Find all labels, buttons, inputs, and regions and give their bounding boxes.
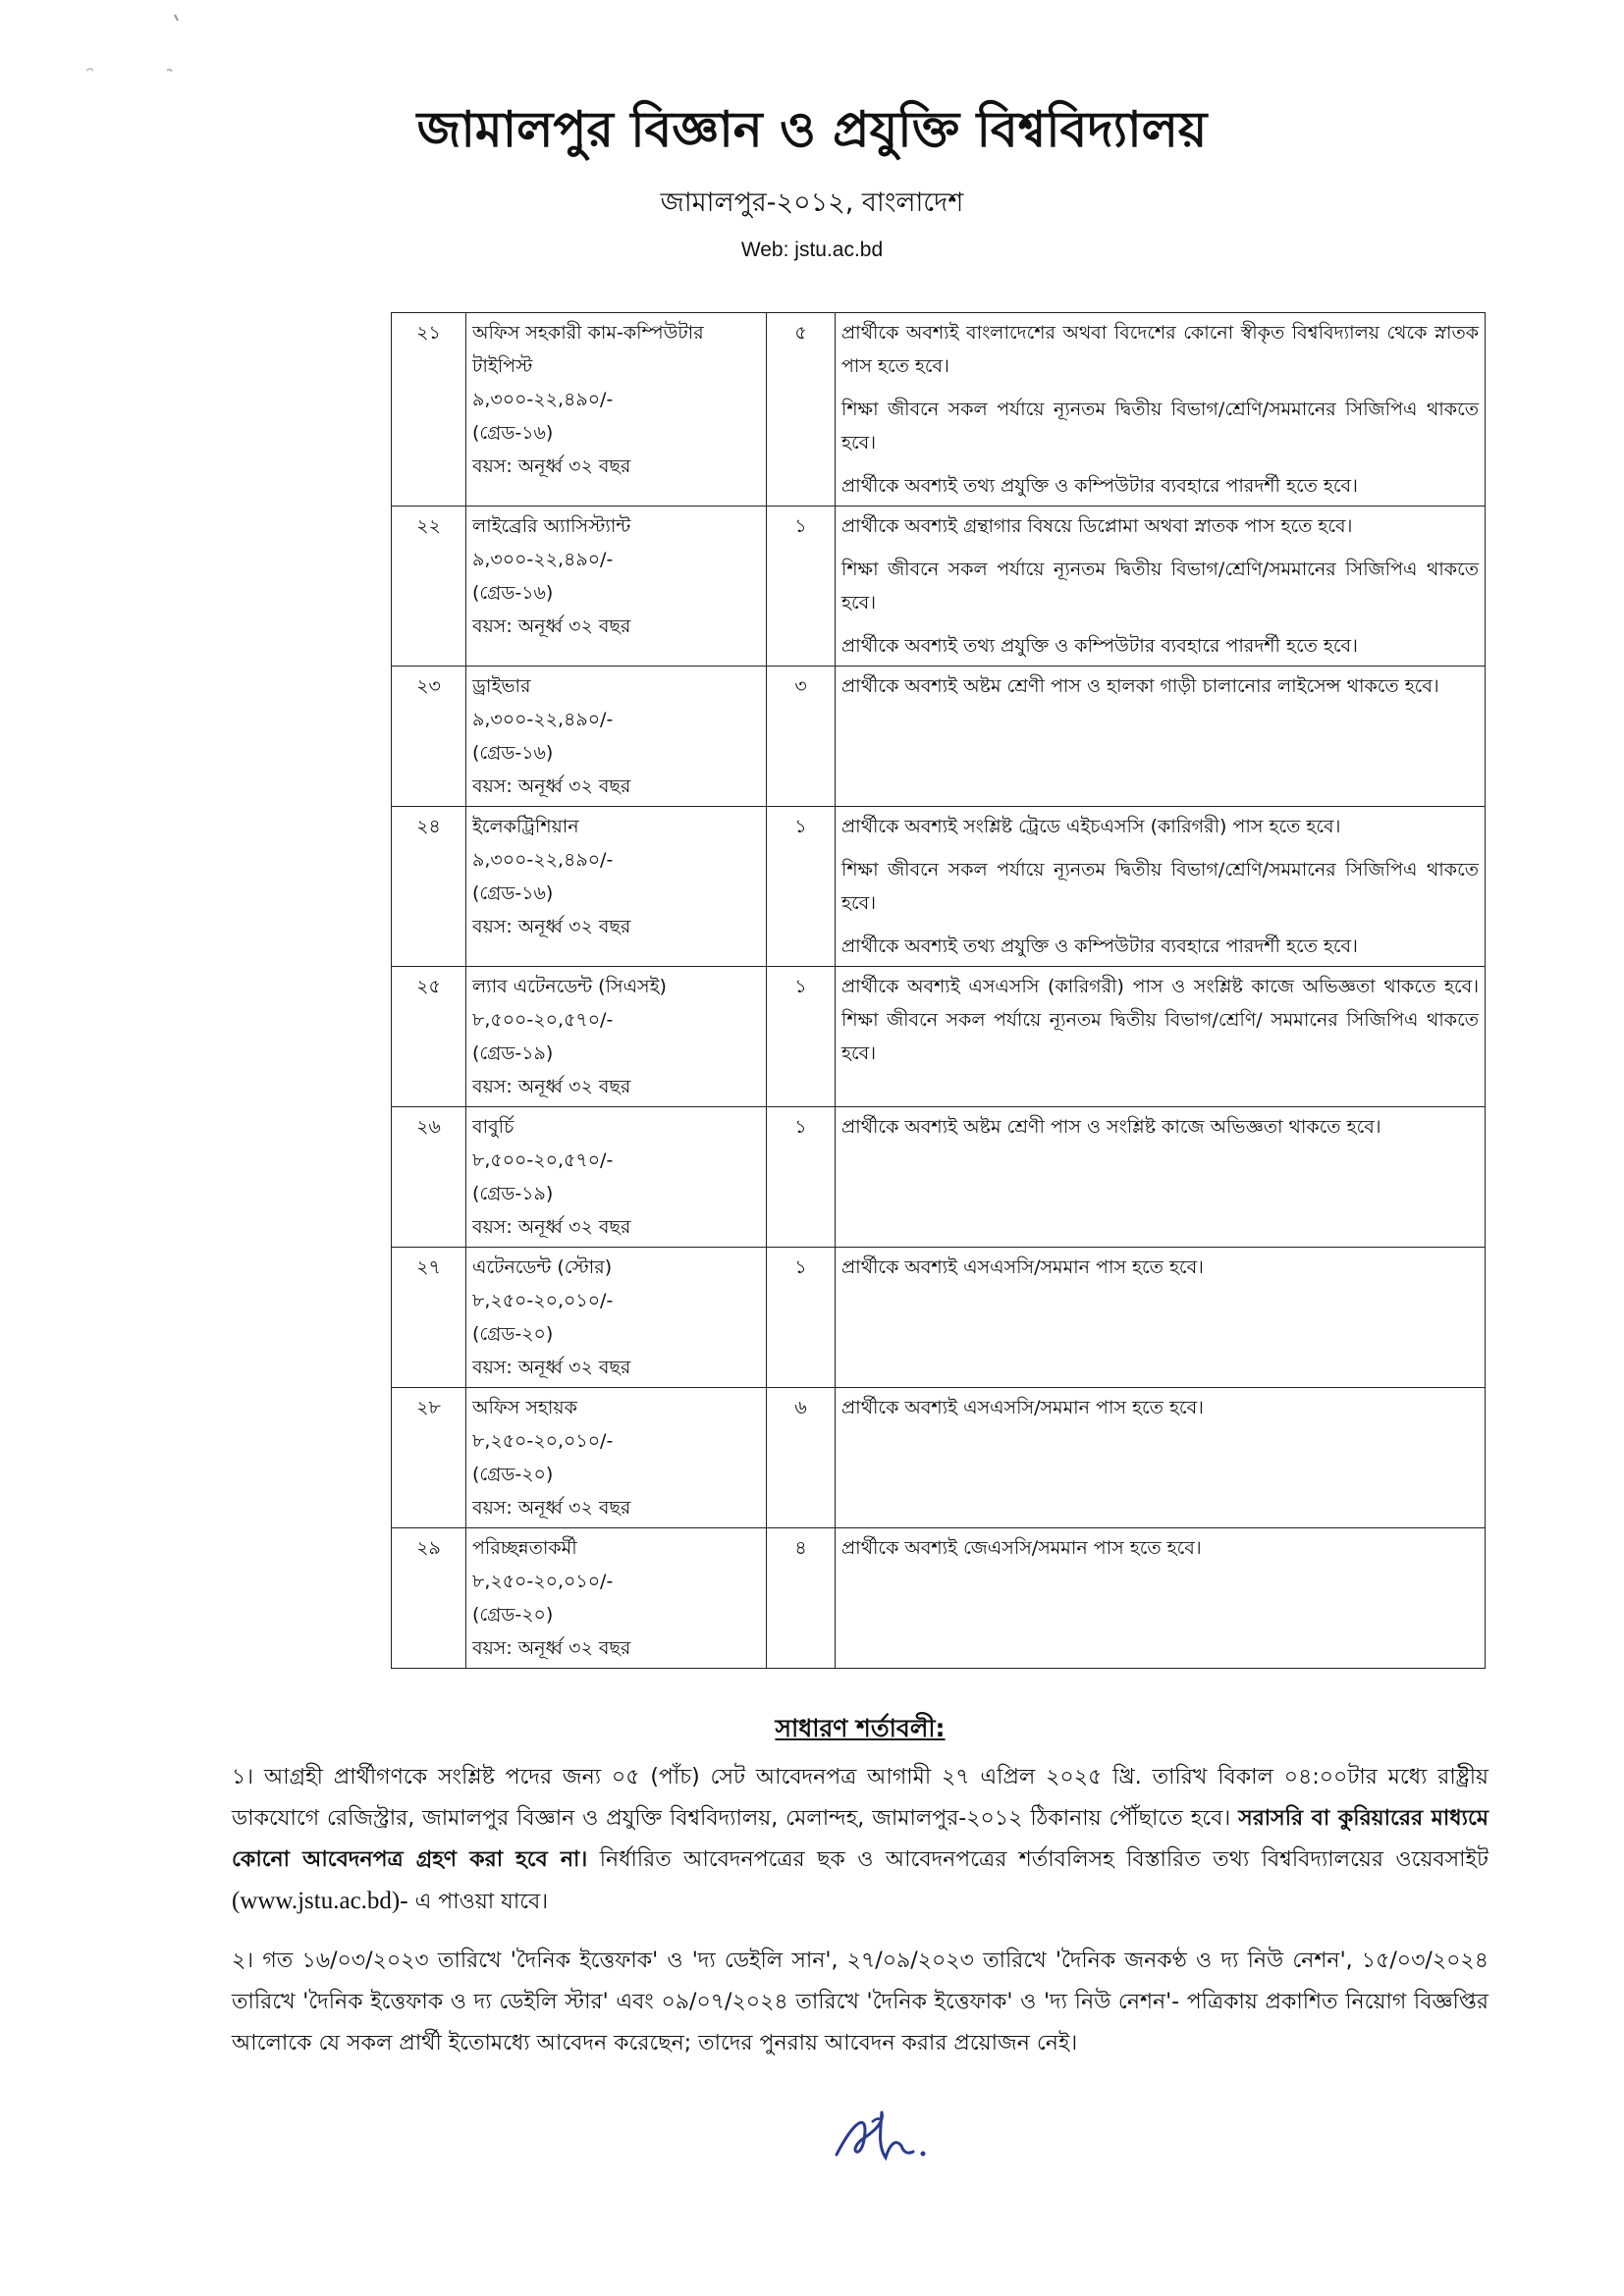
post-row [392, 313, 1486, 507]
requirement-item: প্রার্থীকে অবশ্যই এসএসসি (কারিগরী) পাস ও সংশ্লিষ্ট কাজে অভিজ্ঞতা থাকতে হবে। শিক্ষা জীবনে সকল পর্যায়ে ন্যূনতম দ্বিতীয় বিভাগ/শ্রেণি/ সমমানের সিজিপিএ থাকতে হবে। [841, 976, 1479, 1064]
post-serial: ২২ [392, 507, 466, 667]
post-grade: (গ্রেড-১৬) [472, 882, 554, 904]
post-title: অফিস সহকারী কাম-কম্পিউটার টাইপিস্ট [472, 322, 704, 377]
post-title: ইলেকট্রিশিয়ান [472, 816, 579, 837]
post-age-limit: বয়স: অনূর্ধ্ব ৩২ বছর [472, 1497, 631, 1519]
post-vacancy-count: ১ [767, 1248, 836, 1388]
post-row [392, 1528, 1486, 1669]
post-grade: (গ্রেড-১৬) [472, 582, 554, 604]
post-vacancy-count: ১ [767, 507, 836, 667]
post-requirements [836, 313, 1486, 507]
term-1-bold-notice: সরাসরি বা কুরিয়ারের মাধ্যমে কোনো আবেদনপত্র গ্রহণ করা হবে না। [232, 1806, 1489, 1872]
post-title: ড্রাইভার [472, 675, 531, 697]
post-details [466, 507, 767, 667]
post-row [392, 1388, 1486, 1528]
post-age-limit: বয়স: অনূর্ধ্ব ৩২ বছর [472, 916, 631, 937]
post-title: লাইব্রেরি অ্যাসিস্ট্যান্ট [472, 515, 631, 537]
post-serial: ২৮ [392, 1388, 466, 1528]
post-title: ল্যাব এটেনডেন্ট (সিএসই) [472, 976, 667, 997]
post-salary: ৮,৫০০-২০,৫৭০/- [472, 1009, 614, 1031]
requirement-item: প্রার্থীকে অবশ্যই এসএসসি/সমমান পাস হতে হবে। [841, 1397, 1204, 1418]
post-row [392, 1107, 1486, 1248]
post-age-limit: বয়স: অনূর্ধ্ব ৩২ বছর [472, 615, 631, 637]
university-name: জামালপুর বিজ্ঞান ও প্রযুক্তি বিশ্ববিদ্যালয় [416, 101, 1208, 158]
post-grade: (গ্রেড-২০) [472, 1323, 554, 1345]
post-age-limit: বয়স: অনূর্ধ্ব ৩২ বছর [472, 775, 631, 797]
term-1-text: ১। আগ্রহী প্রার্থীগণকে সংশ্লিষ্ট পদের জন্য ০৫ (পাঁচ) সেট আবেদনপত্র আগামী ২৭ এপ্রিল ২০২৫ খ্রি. তারিখ বিকাল ০৪:০০টার মধ্যে রাষ্ট্রীয় ডাকযোগে রেজিস্ট্রার, জামালপুর বিজ্ঞান ও প্রযুক্তি বিশ্ববিদ্যালয়, মেলান্দহ, জামালপুর-২০১২ ঠিকানায় পৌঁছাতে হবে। [232, 1765, 1489, 1831]
post-row [392, 507, 1486, 667]
post-serial: ২৬ [392, 1107, 466, 1248]
post-details [466, 667, 767, 807]
terms-heading: সাধারণ শর্তাবলী: [775, 1714, 946, 1742]
post-vacancy-count: ৪ [767, 1528, 836, 1669]
requirement-item: প্রার্থীকে অবশ্যই অষ্টম শ্রেণী পাস ও হালকা গাড়ী চালানোর লাইসেন্স থাকতে হবে। [841, 675, 1439, 697]
post-salary: ৯,৩০০-২২,৪৯০/- [472, 389, 614, 410]
post-vacancy-count: ১ [767, 967, 836, 1107]
post-serial: ২৯ [392, 1528, 466, 1669]
post-vacancy-count: ১ [767, 807, 836, 967]
requirement-item: প্রার্থীকে অবশ্যই এসএসসি/সমমান পাস হতে হবে। [841, 1256, 1204, 1278]
post-details [466, 1107, 767, 1248]
term-1-text-3: এ পাওয়া যাবে। [414, 1890, 549, 1914]
requirement-item: প্রার্থীকে অবশ্যই গ্রন্থাগার বিষয়ে ডিপ্লোমা অথবা স্নাতক পাস হতে হবে। [841, 515, 1353, 537]
post-serial: ২৭ [392, 1248, 466, 1388]
signature-icon [825, 2101, 933, 2169]
requirement-item: শিক্ষা জীবনে সকল পর্যায়ে ন্যূনতম দ্বিতীয় বিভাগ/শ্রেণি/সমমানের সিজিপিএ থাকতে হবে। [841, 859, 1479, 914]
post-grade: (গ্রেড-১৬) [472, 422, 554, 444]
post-details [466, 1388, 767, 1528]
post-vacancy-count: ৩ [767, 667, 836, 807]
post-serial: ২১ [392, 313, 466, 507]
post-salary: ৮,২৫০-২০,০১০/- [472, 1571, 614, 1592]
requirement-item: প্রার্থীকে অবশ্যই অষ্টম শ্রেণী পাস ও সংশ্লিষ্ট কাজে অভিজ্ঞতা থাকতে হবে। [841, 1116, 1381, 1138]
requirement-item: প্রার্থীকে অবশ্যই বাংলাদেশের অথবা বিদেশের কোনো স্বীকৃত বিশ্ববিদ্যালয় থেকে স্নাতক পাস হতে হবে। [841, 322, 1479, 377]
requirement-item: প্রার্থীকে অবশ্যই তথ্য প্রযুক্তি ও কম্পিউটার ব্যবহারে পারদর্শী হতে হবে। [841, 475, 1358, 497]
term-2: ২। গত ১৬/০৩/২০২৩ তারিখে 'দৈনিক ইত্তেফাক' ও 'দ্য ডেইলি সান', ২৭/০৯/২০২৩ তারিখে 'দৈনিক জনকণ্ঠ ও দ্য নিউ নেশন', ১৫/০৩/২০২৪ তারিখে 'দৈনিক ইত্তেফাক ও দ্য ডেইলি স্টার' এবং ০৯/০৭/২০২৪ তারিখে 'দৈনিক ইত্তেফাক' ও 'দ্য নিউ নেশন'- পত্রিকায় প্রকাশিত নিয়োগ বিজ্ঞপ্তির আলোকে যে সকল প্রার্থী ইতোমধ্যে আবেদন করেছেন; তাদের পুনরায় আবেদন করার প্রয়োজন নেই। [232, 1949, 1489, 2056]
post-title: বাবুর্চি [472, 1116, 514, 1138]
post-vacancy-count: ১ [767, 1107, 836, 1248]
requirement-item: শিক্ষা জীবনে সকল পর্যায়ে ন্যূনতম দ্বিতীয় বিভাগ/শ্রেণি/সমমানের সিজিপিএ থাকতে হবে। [841, 559, 1479, 614]
post-title: পরিচ্ছন্নতাকর্মী [472, 1537, 577, 1559]
requirement-item: প্রার্থীকে অবশ্যই সংশ্লিষ্ট ট্রেডে এইচএসসি (কারিগরী) পাস হতে হবে। [841, 816, 1341, 837]
university-website: Web: jstu.ac.bd [740, 239, 884, 261]
post-requirements [836, 1107, 1486, 1248]
post-details [466, 1248, 767, 1388]
term-1-text-2: নির্ধারিত আবেদনপত্রের ছক ও আবেদনপত্রের শর্তাবলিসহ বিস্তারিত তথ্য বিশ্ববিদ্যালয়ের ওয়েবসাইট [599, 1847, 1489, 1872]
post-title: অফিস সহায়ক [472, 1397, 577, 1418]
post-row [392, 807, 1486, 967]
post-grade: (গ্রেড-২০) [472, 1604, 554, 1626]
requirement-item: প্রার্থীকে অবশ্যই জেএসসি/সমমান পাস হতে হবে। [841, 1537, 1202, 1559]
scan-speck-marks [79, 10, 196, 88]
post-salary: ৯,৩০০-২২,৪৯০/- [472, 549, 614, 570]
post-vacancy-count: ৬ [767, 1388, 836, 1528]
term-1-website-link[interactable]: (www.jstu.ac.bd)- [232, 1888, 408, 1914]
post-title: এটেনডেন্ট (স্টোর) [472, 1256, 613, 1278]
requirement-item: প্রার্থীকে অবশ্যই তথ্য প্রযুক্তি ও কম্পিউটার ব্যবহারে পারদর্শী হতে হবে। [841, 635, 1358, 657]
requirement-item: শিক্ষা জীবনে সকল পর্যায়ে ন্যূনতম দ্বিতীয় বিভাগ/শ্রেণি/সমমানের সিজিপিএ থাকতে হবে। [841, 399, 1479, 454]
post-requirements [836, 807, 1486, 967]
letterhead [0, 98, 1624, 262]
post-row [392, 1248, 1486, 1388]
term-1 [232, 1757, 1489, 1923]
post-serial: ২৩ [392, 667, 466, 807]
post-requirements [836, 967, 1486, 1107]
post-salary: ৯,৩০০-২২,৪৯০/- [472, 849, 614, 871]
post-salary: ৮,২৫০-২০,০১০/- [472, 1290, 614, 1311]
post-details [466, 807, 767, 967]
post-age-limit: বয়স: অনূর্ধ্ব ৩২ বছর [472, 1637, 631, 1659]
posts-table [391, 312, 1486, 1669]
post-row [392, 667, 1486, 807]
post-salary: ৯,৩০০-২২,৪৯০/- [472, 709, 614, 730]
post-details [466, 967, 767, 1107]
post-grade: (গ্রেড-১৯) [472, 1042, 554, 1064]
post-details [466, 313, 767, 507]
post-age-limit: বয়স: অনূর্ধ্ব ৩২ বছর [472, 1357, 631, 1378]
post-serial: ২৫ [392, 967, 466, 1107]
post-requirements [836, 1388, 1486, 1528]
posts-table-body [392, 313, 1486, 1669]
university-address: জামালপুর-২০১২, বাংলাদেশ [660, 187, 964, 218]
post-vacancy-count: ৫ [767, 313, 836, 507]
post-age-limit: বয়স: অনূর্ধ্ব ৩২ বছর [472, 1216, 631, 1238]
post-serial: ২৪ [392, 807, 466, 967]
post-requirements [836, 1528, 1486, 1669]
post-salary: ৮,৫০০-২০,৫৭০/- [472, 1149, 614, 1171]
post-grade: (গ্রেড-১৯) [472, 1183, 554, 1204]
post-grade: (গ্রেড-১৬) [472, 742, 554, 764]
post-age-limit: বয়স: অনূর্ধ্ব ৩২ বছর [472, 1076, 631, 1097]
general-terms [232, 1708, 1489, 2082]
post-requirements [836, 1248, 1486, 1388]
requirement-item: প্রার্থীকে অবশ্যই তথ্য প্রযুক্তি ও কম্পিউটার ব্যবহারে পারদর্শী হতে হবে। [841, 935, 1358, 957]
post-requirements [836, 507, 1486, 667]
post-grade: (গ্রেড-২০) [472, 1464, 554, 1485]
post-age-limit: বয়স: অনূর্ধ্ব ৩২ বছর [472, 455, 631, 477]
post-salary: ৮,২৫০-২০,০১০/- [472, 1430, 614, 1452]
post-details [466, 1528, 767, 1669]
post-requirements [836, 667, 1486, 807]
post-row [392, 967, 1486, 1107]
